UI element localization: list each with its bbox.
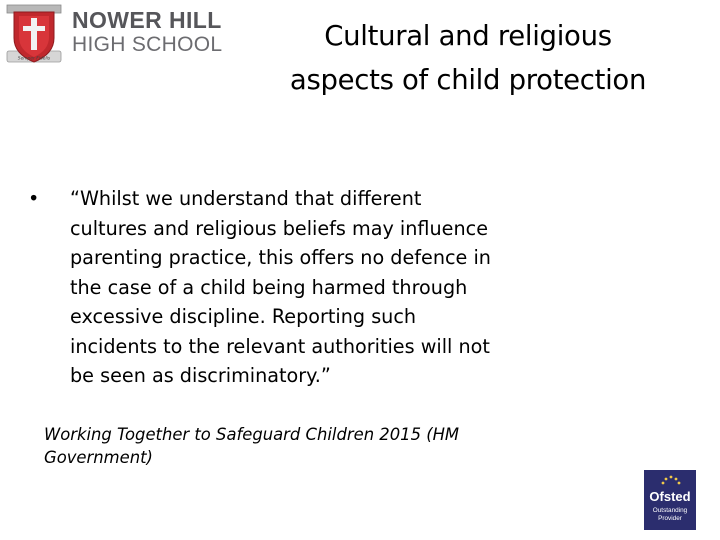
- citation-line: Government): [44, 447, 153, 467]
- ofsted-rating-line1: Outstanding: [652, 507, 688, 514]
- quote-line: “Whilst we understand that different: [70, 187, 422, 210]
- ofsted-brand: Ofsted: [649, 489, 691, 504]
- school-name-line1: NOWER HILL: [72, 7, 222, 33]
- quote-line: incidents to the relevant authorities will not: [70, 334, 490, 358]
- ofsted-rating-line2: Provider: [658, 515, 682, 522]
- school-crest-icon: [6, 4, 62, 66]
- slide-title: [240, 14, 696, 102]
- slide-title-line: Cultural and religious: [324, 20, 612, 52]
- source-citation: [44, 424, 564, 469]
- citation-line: Working Together to Safeguard Children 2015 (HM: [44, 425, 460, 444]
- quote-line: cultures and religious beliefs may influence: [70, 216, 488, 240]
- quote-line: the case of a child being harmed through: [70, 275, 468, 299]
- bullet-icon: •: [28, 187, 40, 210]
- school-name-line2: HIGH SCHOOL: [72, 33, 223, 56]
- school-name: [72, 9, 222, 55]
- quote-line: excessive discipline. Reporting such: [70, 305, 417, 328]
- slide-title-line: aspects of child protection: [289, 64, 647, 96]
- quote-line: be seen as discriminatory.”: [70, 364, 331, 387]
- ofsted-badge-icon: [644, 470, 696, 530]
- quote-text: [70, 184, 491, 391]
- quote-line: parenting practice, this offers no defence in: [70, 246, 491, 269]
- crest-motto: Semper Fidelis: [17, 56, 51, 62]
